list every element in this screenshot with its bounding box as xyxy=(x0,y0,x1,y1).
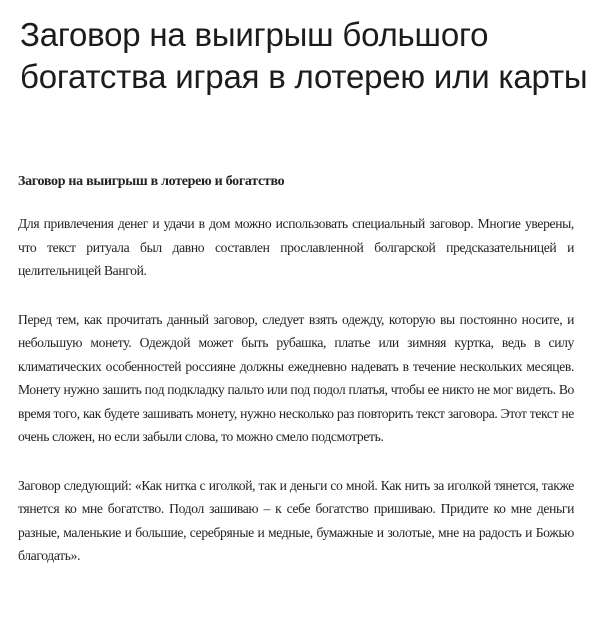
page-title: Заговор на выигрыш большого богатства играя в лотерею или карты xyxy=(20,16,588,95)
article-heading: Заговор на выигрыш в лотерею и богатство xyxy=(18,174,285,189)
article-image-text xyxy=(18,172,574,593)
article-paragraph: Для привлечения денег и удачи в дом можно использовать специальный заговор. Многие уверены, что текст ритуала был давно составлен прославленной болгарской предсказательницей и целительницей Вангой. xyxy=(18,216,574,278)
article-paragraph: Заговор следующий: «Как нитка с иголкой, так и деньги со мной. Как нить за иголкой тянется, также тянется ко мне богатство. Подол зашиваю – к себе богатство пришиваю. Придите ко мне деньги разные, маленькие и большие, серебряные и медные, бумажные и золотые, мне на радость и Божью благодать». xyxy=(18,477,574,563)
article-paragraph: Перед тем, как прочитать данный заговор, следует взять одежду, которую вы постоянно носите, и небольшую монету. Одеждой может быть рубашка, платье или зимняя куртка, ведь в силу климатических особенностей россияне должны ежедневно надевать в течение нескольких месяцев. Монету нужно зашить под подкладку пальто или под подол платья, чтобы ее никто не мог видеть. Во время того, как будете зашивать монету, нужно несколько раз повторить текст заговора. Этот текст не очень сложен, но если забыли слова, то можно смело подсмотреть. xyxy=(18,311,574,444)
